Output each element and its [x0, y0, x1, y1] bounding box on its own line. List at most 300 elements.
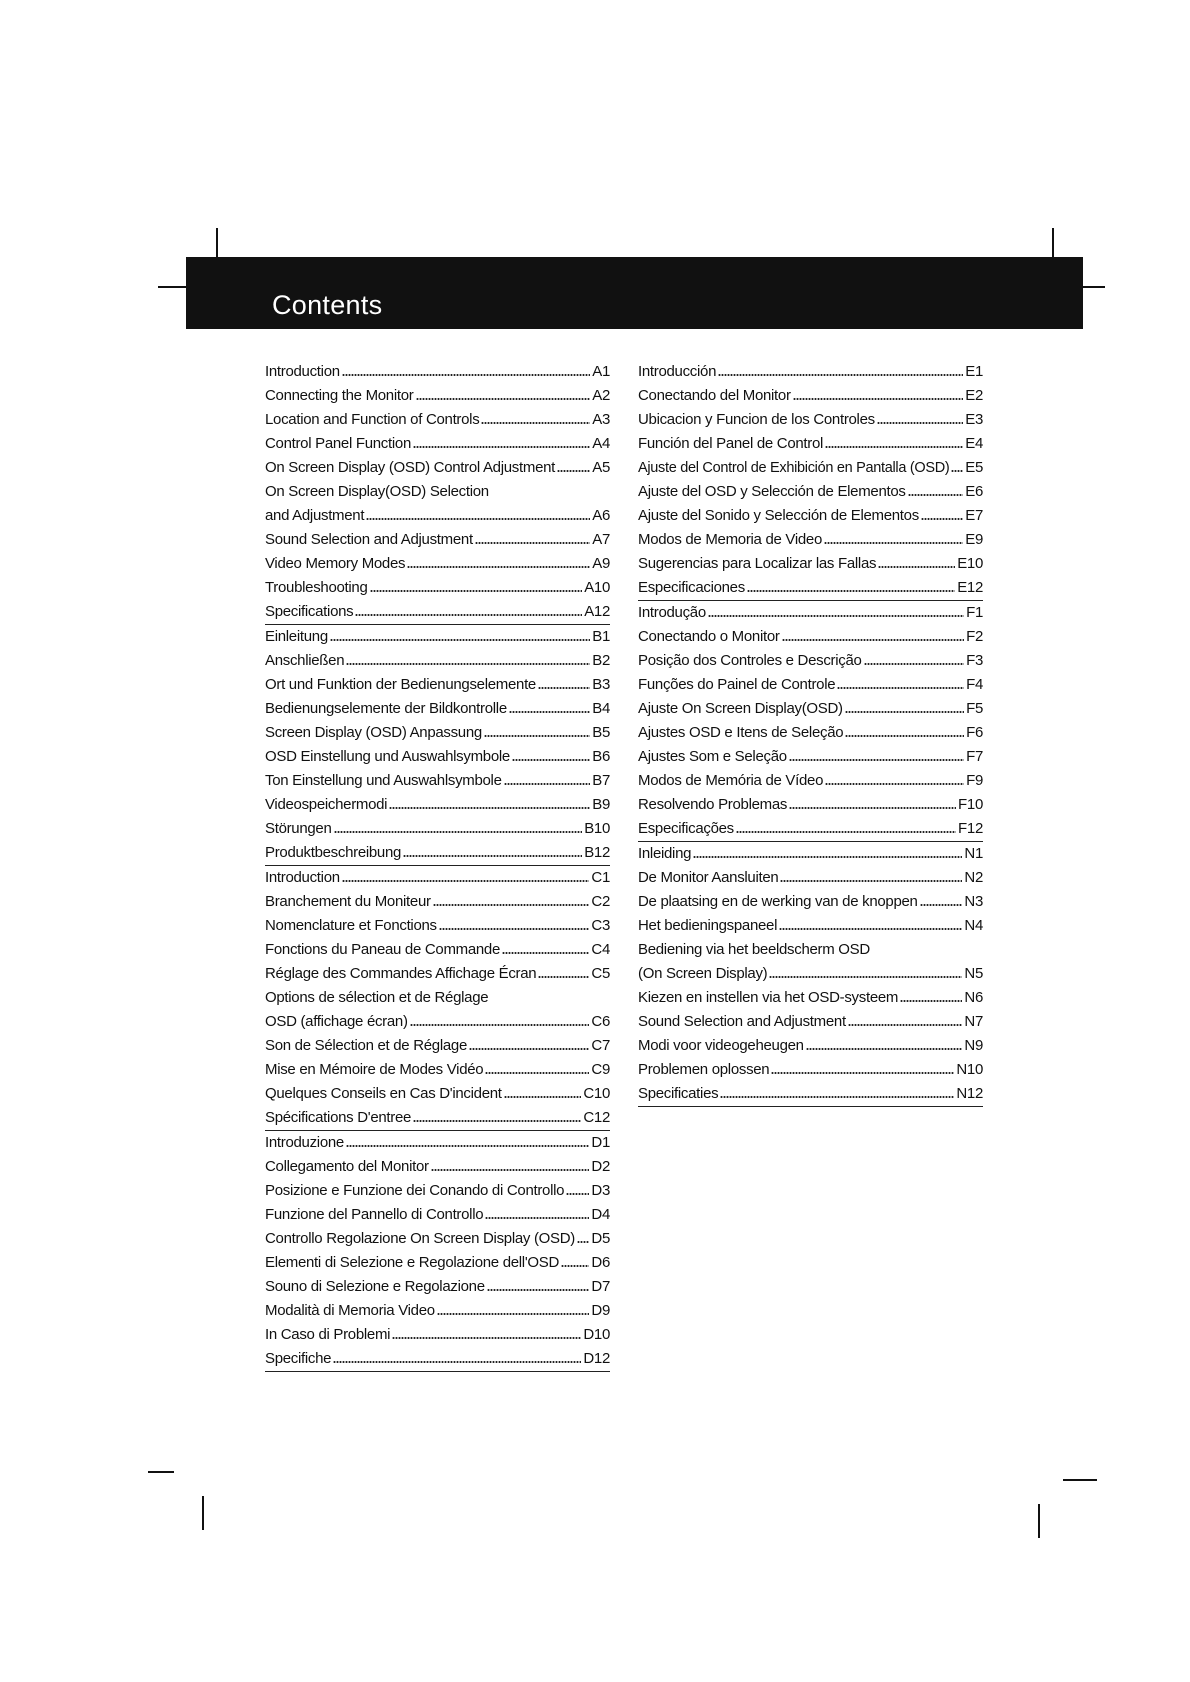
toc-entry-title: Introduction: [265, 869, 340, 886]
toc-entry-page: D5: [591, 1230, 610, 1247]
toc-leader-dots: [806, 1047, 963, 1051]
toc-leader-dots: [769, 975, 962, 979]
toc-entry-page: D10: [583, 1326, 610, 1343]
toc-entry-page: C6: [591, 1013, 610, 1030]
toc-entry-page: E4: [965, 435, 983, 452]
toc-leader-dots: [747, 589, 955, 593]
toc-entry-title: (On Screen Display): [638, 965, 768, 982]
toc-section-english: [265, 360, 610, 625]
toc-entry[interactable]: [265, 408, 610, 432]
toc-entry-title: Modos de Memória de Vídeo: [638, 772, 824, 789]
toc-entry-page: A3: [592, 411, 610, 428]
toc-entry-page: A1: [592, 363, 610, 380]
toc-entry-title: Ajustes OSD e Itens de Seleção: [638, 724, 844, 741]
toc-entry-page: C3: [591, 917, 610, 934]
toc-entry-page: A4: [592, 435, 610, 452]
toc-leader-dots: [342, 373, 590, 377]
toc-entry[interactable]: [265, 986, 610, 1010]
crop-mark-bottom-left-vertical: [202, 1496, 204, 1530]
toc-entry[interactable]: [265, 1058, 610, 1082]
toc-leader-dots: [566, 1192, 589, 1196]
toc-entry-title: Control Panel Function: [265, 435, 411, 452]
toc-entry[interactable]: [638, 1082, 983, 1106]
toc-entry[interactable]: [638, 576, 983, 600]
toc-entry[interactable]: [638, 673, 983, 697]
toc-entry[interactable]: [265, 576, 610, 600]
toc-entry-title: Resolvendo Problemas: [638, 796, 788, 813]
toc-entry-page: F6: [966, 724, 983, 741]
toc-leader-dots: [334, 830, 583, 834]
toc-entry-title: Especificações: [638, 820, 734, 837]
toc-entry[interactable]: [265, 456, 610, 480]
toc-entry-page: B10: [584, 820, 610, 837]
toc-leader-dots: [485, 1216, 589, 1220]
toc-entry-title: Elementi di Selezione e Regolazione dell'OSD: [265, 1254, 560, 1271]
toc-entry-page: E2: [965, 387, 983, 404]
toc-column-left: [265, 360, 610, 1372]
toc-leader-dots: [485, 1071, 589, 1075]
toc-entry-title: Bedienungselemente der Bildkontrolle: [265, 700, 507, 717]
toc-entry-title: Spécifications D'entree: [265, 1109, 412, 1126]
toc-entry[interactable]: [638, 360, 983, 384]
toc-entry[interactable]: [265, 360, 610, 384]
toc-entry-title: Introduzione: [265, 1134, 344, 1151]
toc-entry-title: Connecting the Monitor: [265, 387, 414, 404]
toc-entry-page: F1: [966, 604, 983, 621]
toc-entry[interactable]: [638, 842, 983, 866]
crop-mark-top-left-horizontal: [158, 286, 186, 288]
toc-entry-title: and Adjustment: [265, 507, 365, 524]
toc-leader-dots: [864, 662, 965, 666]
toc-section-german: [265, 625, 610, 866]
toc-entry-page: N12: [956, 1085, 983, 1102]
page-title: Contents: [272, 290, 383, 320]
toc-entry-page: A12: [584, 603, 610, 620]
toc-entry-page: D12: [583, 1350, 610, 1367]
toc-entry[interactable]: [265, 504, 610, 528]
toc-leader-dots: [512, 758, 590, 762]
toc-entry-title: Ajuste On Screen Display(OSD): [638, 700, 843, 717]
toc-entry-title: Posizione e Funzione dei Conando di Controllo: [265, 1182, 565, 1199]
toc-leader-dots: [346, 1144, 589, 1148]
toc-entry[interactable]: [265, 817, 610, 841]
toc-entry-title: Troubleshooting: [265, 579, 368, 596]
toc-entry[interactable]: [265, 1299, 610, 1323]
toc-entry-page: E9: [965, 531, 983, 548]
toc-leader-dots: [484, 734, 590, 738]
toc-entry[interactable]: [265, 1179, 610, 1203]
toc-entry-page: B1: [592, 628, 610, 645]
toc-leader-dots: [481, 421, 590, 425]
toc-entry[interactable]: [638, 914, 983, 938]
toc-entry-page: A2: [592, 387, 610, 404]
toc-entry-page: N9: [964, 1037, 983, 1054]
toc-entry-page: F3: [966, 652, 983, 669]
toc-entry[interactable]: [265, 769, 610, 793]
toc-leader-dots: [736, 830, 956, 834]
crop-mark-top-right-horizontal: [1083, 286, 1105, 288]
toc-leader-dots: [370, 589, 583, 593]
toc-entry-title: Introducción: [638, 363, 717, 380]
toc-entry[interactable]: [638, 986, 983, 1010]
toc-entry-page: C12: [583, 1109, 610, 1126]
toc-entry[interactable]: [265, 745, 610, 769]
toc-entry[interactable]: [638, 528, 983, 552]
toc-entry-title: Het bedieningspaneel: [638, 917, 778, 934]
toc-entry[interactable]: [265, 1227, 610, 1251]
toc-entry-page: A6: [592, 507, 610, 524]
crop-mark-top-right-vertical: [1052, 228, 1054, 258]
toc-entry[interactable]: [265, 552, 610, 576]
toc-leader-dots: [693, 855, 962, 859]
toc-leader-dots: [793, 397, 964, 401]
toc-entry-title: Funzione del Pannello di Controllo: [265, 1206, 484, 1223]
toc-entry[interactable]: [265, 625, 610, 649]
toc-entry[interactable]: [638, 504, 983, 528]
toc-entry-title: Options de sélection et de Réglage: [265, 989, 489, 1006]
toc-entry-title: Ajustes Som e Seleção: [638, 748, 787, 765]
toc-entry-title: Collegamento del Monitor: [265, 1158, 429, 1175]
toc-entry-title: Screen Display (OSD) Anpassung: [265, 724, 482, 741]
toc-entry-page: B6: [592, 748, 610, 765]
toc-leader-dots: [437, 1312, 590, 1316]
toc-entry-title: Branchement du Moniteur: [265, 893, 431, 910]
toc-entry-page: N2: [964, 869, 983, 886]
toc-entry-page: F4: [966, 676, 983, 693]
toc-entry[interactable]: [638, 432, 983, 456]
toc-leader-dots: [487, 1288, 590, 1292]
toc-entry-page: B4: [592, 700, 610, 717]
toc-entry-page: F10: [958, 796, 983, 813]
toc-entry-page: D6: [591, 1254, 610, 1271]
toc-entry-title: Especificaciones: [638, 579, 745, 596]
toc-entry-title: OSD (affichage écran): [265, 1013, 408, 1030]
toc-leader-dots: [837, 686, 964, 690]
toc-entry[interactable]: [638, 1034, 983, 1058]
toc-entry[interactable]: [265, 1203, 610, 1227]
toc-entry[interactable]: [265, 721, 610, 745]
toc-entry[interactable]: [638, 480, 983, 504]
toc-leader-dots: [504, 1095, 582, 1099]
toc-section-portuguese: [638, 601, 983, 842]
toc-entry-title: Fonctions du Paneau de Commande: [265, 941, 501, 958]
toc-leader-dots: [718, 373, 963, 377]
toc-entry[interactable]: [265, 1106, 610, 1130]
toc-leader-dots: [561, 1264, 589, 1268]
toc-entry-page: F7: [966, 748, 983, 765]
toc-entry-title: Anschließen: [265, 652, 345, 669]
toc-entry-title: Einleitung: [265, 628, 328, 645]
toc-entry-page: A5: [592, 459, 610, 476]
toc-leader-dots: [900, 999, 962, 1003]
toc-leader-dots: [878, 565, 955, 569]
toc-entry-page: N5: [964, 965, 983, 982]
toc-entry[interactable]: [638, 962, 983, 986]
toc-leader-dots: [413, 445, 590, 449]
toc-entry-title: Conectando o Monitor: [638, 628, 780, 645]
toc-entry-title: Ton Einstellung und Auswahlsymbole: [265, 772, 502, 789]
toc-leader-dots: [392, 1336, 581, 1340]
toc-leader-dots: [538, 686, 590, 690]
toc-entry[interactable]: [265, 793, 610, 817]
toc-entry-page: E1: [965, 363, 983, 380]
toc-leader-dots: [789, 758, 964, 762]
toc-entry[interactable]: [638, 793, 983, 817]
toc-entry-title: Réglage des Commandes Affichage Écran: [265, 965, 537, 982]
toc-entry-page: C10: [583, 1085, 610, 1102]
toc-entry-page: E12: [957, 579, 983, 596]
toc-entry-page: E3: [965, 411, 983, 428]
toc-leader-dots: [333, 1360, 581, 1364]
toc-entry-page: B12: [584, 844, 610, 861]
toc-leader-dots: [389, 806, 590, 810]
toc-entry-page: N10: [956, 1061, 983, 1078]
toc-entry-title: Ajuste del Control de Exhibición en Pantalla (OSD): [638, 460, 950, 476]
toc-entry-title: Ort und Funktion der Bedienungselemente: [265, 676, 536, 693]
toc-entry-title: Bediening via het beeldscherm OSD: [638, 941, 870, 958]
toc-leader-dots: [845, 734, 964, 738]
toc-entry[interactable]: [265, 1034, 610, 1058]
toc-entry[interactable]: [638, 552, 983, 576]
crop-mark-top-left-vertical: [216, 228, 218, 258]
toc-entry-page: A10: [584, 579, 610, 596]
toc-entry-title: Specificaties: [638, 1085, 719, 1102]
toc-entry[interactable]: [638, 890, 983, 914]
toc-leader-dots: [780, 879, 962, 883]
toc-leader-dots: [779, 927, 962, 931]
toc-entry-title: Nomenclature et Fonctions: [265, 917, 437, 934]
toc-entry-page: D4: [591, 1206, 610, 1223]
toc-entry[interactable]: [265, 384, 610, 408]
toc-entry-title: Introdução: [638, 604, 706, 621]
toc-leader-dots: [708, 614, 964, 618]
toc-entry-page: N7: [964, 1013, 983, 1030]
toc-entry-page: D2: [591, 1158, 610, 1175]
toc-entry[interactable]: [265, 1155, 610, 1179]
toc-leader-dots: [557, 469, 590, 473]
toc-leader-dots: [475, 541, 590, 545]
toc-entry-title: OSD Einstellung und Auswahlsymbole: [265, 748, 510, 765]
toc-entry[interactable]: [265, 697, 610, 721]
toc-entry-title: Función del Panel de Control: [638, 435, 824, 452]
toc-entry[interactable]: [265, 1275, 610, 1299]
toc-leader-dots: [346, 662, 590, 666]
toc-entry-title: Video Memory Modes: [265, 555, 406, 572]
toc-entry[interactable]: [638, 817, 983, 841]
toc-entry[interactable]: [265, 938, 610, 962]
toc-leader-dots: [824, 541, 963, 545]
toc-entry-page: A7: [592, 531, 610, 548]
crop-mark-bottom-left-horizontal: [148, 1471, 174, 1473]
toc-entry-title: Quelques Conseils en Cas D'incident: [265, 1085, 502, 1102]
toc-entry-page: B3: [592, 676, 610, 693]
toc-entry-page: D1: [591, 1134, 610, 1151]
toc-entry-title: Specifications: [265, 603, 354, 620]
toc-leader-dots: [355, 613, 582, 617]
toc-entry-title: Posição dos Controles e Descrição: [638, 652, 862, 669]
toc-leader-dots: [771, 1071, 954, 1075]
toc-entry[interactable]: [265, 1347, 610, 1371]
toc-entry-page: F5: [966, 700, 983, 717]
toc-entry-title: Ajuste del Sonido y Selección de Elementos: [638, 507, 919, 524]
toc-entry[interactable]: [638, 408, 983, 432]
crop-mark-bottom-right-vertical: [1038, 1504, 1040, 1538]
toc-entry[interactable]: [265, 890, 610, 914]
toc-entry[interactable]: [265, 673, 610, 697]
toc-leader-dots: [877, 421, 963, 425]
toc-entry[interactable]: [265, 841, 610, 865]
toc-entry-title: Funções do Painel de Controle: [638, 676, 836, 693]
toc-leader-dots: [410, 1023, 590, 1027]
toc-section-italian: [265, 1131, 610, 1372]
toc-entry-page: N4: [964, 917, 983, 934]
toc-entry-page: B9: [592, 796, 610, 813]
toc-entry[interactable]: [638, 866, 983, 890]
toc-entry[interactable]: [638, 721, 983, 745]
toc-entry-title: Introduction: [265, 363, 340, 380]
toc-leader-dots: [782, 638, 965, 642]
toc-entry[interactable]: [638, 649, 983, 673]
toc-entry-page: B5: [592, 724, 610, 741]
toc-entry-title: Location and Function of Controls: [265, 411, 480, 428]
toc-entry-page: E10: [957, 555, 983, 572]
toc-entry-page: C2: [591, 893, 610, 910]
toc-leader-dots: [577, 1240, 589, 1244]
toc-entry[interactable]: [265, 600, 610, 624]
toc-entry[interactable]: [265, 1251, 610, 1275]
toc-entry-page: C9: [591, 1061, 610, 1078]
toc-section-french: [265, 866, 610, 1131]
toc-entry-title: Videospeichermodi: [265, 796, 388, 813]
toc-entry[interactable]: [265, 432, 610, 456]
toc-entry-title: Modos de Memoria de Video: [638, 531, 822, 548]
toc-entry[interactable]: [638, 745, 983, 769]
toc-leader-dots: [342, 879, 590, 883]
toc-entry-title: Controllo Regolazione On Screen Display (OSD): [265, 1230, 575, 1247]
toc-entry-title: Son de Sélection et de Réglage: [265, 1037, 467, 1054]
toc-entry-title: In Caso di Problemi: [265, 1326, 391, 1343]
toc-entry-title: Specifiche: [265, 1350, 332, 1367]
toc-leader-dots: [469, 1047, 589, 1051]
toc-entry-title: Modi voor videogeheugen: [638, 1037, 804, 1054]
toc-leader-dots: [825, 782, 964, 786]
toc-leader-dots: [920, 903, 963, 907]
toc-column-right: [638, 360, 983, 1107]
toc-leader-dots: [366, 517, 590, 521]
toc-entry-page: E6: [965, 483, 983, 500]
toc-entry-page: N3: [964, 893, 983, 910]
toc-entry[interactable]: [638, 1010, 983, 1034]
toc-entry-page: C1: [591, 869, 610, 886]
toc-entry-title: Sugerencias para Localizar las Fallas: [638, 555, 877, 572]
toc-entry[interactable]: [265, 962, 610, 986]
toc-entry-page: D9: [591, 1302, 610, 1319]
toc-entry-title: Ubicacion y Funcion de los Controles: [638, 411, 875, 428]
toc-entry-page: F2: [966, 628, 983, 645]
toc-leader-dots: [403, 854, 582, 858]
toc-leader-dots: [908, 493, 964, 497]
toc-entry[interactable]: [638, 601, 983, 625]
toc-entry[interactable]: [265, 1082, 610, 1106]
toc-entry[interactable]: [638, 769, 983, 793]
toc-entry-page: C7: [591, 1037, 610, 1054]
toc-entry[interactable]: [638, 456, 983, 480]
crop-mark-bottom-right-horizontal: [1063, 1479, 1097, 1481]
toc-entry-title: Conectando del Monitor: [638, 387, 791, 404]
toc-entry[interactable]: [265, 649, 610, 673]
toc-leader-dots: [416, 397, 591, 401]
toc-entry-title: On Screen Display (OSD) Control Adjustment: [265, 459, 556, 476]
toc-entry[interactable]: [265, 914, 610, 938]
toc-entry[interactable]: [638, 625, 983, 649]
toc-entry[interactable]: [265, 1323, 610, 1347]
toc-entry-title: Problemen oplossen: [638, 1061, 770, 1078]
toc-entry[interactable]: [265, 866, 610, 890]
toc-entry-page: C4: [591, 941, 610, 958]
toc-entry-page: A9: [592, 555, 610, 572]
toc-entry-page: F12: [958, 820, 983, 837]
toc-entry-page: N1: [964, 845, 983, 862]
toc-entry-title: De Monitor Aansluiten: [638, 869, 779, 886]
toc-leader-dots: [538, 975, 589, 979]
toc-entry-page: B2: [592, 652, 610, 669]
toc-entry[interactable]: [265, 1010, 610, 1034]
toc-entry-title: De plaatsing en de werking van de knoppen: [638, 893, 918, 910]
toc-entry-title: Produktbeschreibung: [265, 844, 402, 861]
toc-leader-dots: [845, 710, 964, 714]
toc-entry-page: F9: [966, 772, 983, 789]
toc-section-spanish: [638, 360, 983, 601]
toc-leader-dots: [951, 469, 963, 473]
toc-leader-dots: [921, 517, 963, 521]
toc-leader-dots: [504, 782, 591, 786]
toc-entry[interactable]: [638, 384, 983, 408]
toc-section-dutch: [638, 842, 983, 1107]
toc-leader-dots: [433, 903, 590, 907]
toc-leader-dots: [439, 927, 590, 931]
toc-entry-title: Inleiding: [638, 845, 692, 862]
toc-entry-page: D3: [591, 1182, 610, 1199]
toc-entry-title: Ajuste del OSD y Selección de Elementos: [638, 483, 906, 500]
toc-leader-dots: [789, 806, 956, 810]
toc-entry-page: E7: [965, 507, 983, 524]
toc-entry[interactable]: [638, 938, 983, 962]
toc-entry-page: C5: [591, 965, 610, 982]
toc-entry[interactable]: [265, 480, 610, 504]
toc-entry[interactable]: [265, 528, 610, 552]
toc-leader-dots: [407, 565, 590, 569]
toc-entry-page: E5: [965, 459, 983, 476]
toc-entry-title: Kiezen en instellen via het OSD-systeem: [638, 989, 899, 1006]
toc-entry[interactable]: [638, 1058, 983, 1082]
toc-entry-page: B7: [592, 772, 610, 789]
toc-leader-dots: [431, 1168, 590, 1172]
toc-entry-title: Mise en Mémoire de Modes Vidéo: [265, 1061, 484, 1078]
toc-entry-page: N6: [964, 989, 983, 1006]
toc-entry-title: Störungen: [265, 820, 332, 837]
toc-entry-title: Modalità di Memoria Video: [265, 1302, 435, 1319]
toc-leader-dots: [413, 1119, 581, 1123]
toc-leader-dots: [720, 1095, 954, 1099]
toc-leader-dots: [509, 710, 590, 714]
toc-entry[interactable]: [638, 697, 983, 721]
toc-entry[interactable]: [265, 1131, 610, 1155]
toc-leader-dots: [330, 638, 590, 642]
toc-entry-page: D7: [591, 1278, 610, 1295]
toc-entry-title: Souno di Selezione e Regolazione: [265, 1278, 485, 1295]
toc-entry-title: Sound Selection and Adjustment: [265, 531, 473, 548]
toc-entry-title: On Screen Display(OSD) Selection: [265, 483, 489, 500]
